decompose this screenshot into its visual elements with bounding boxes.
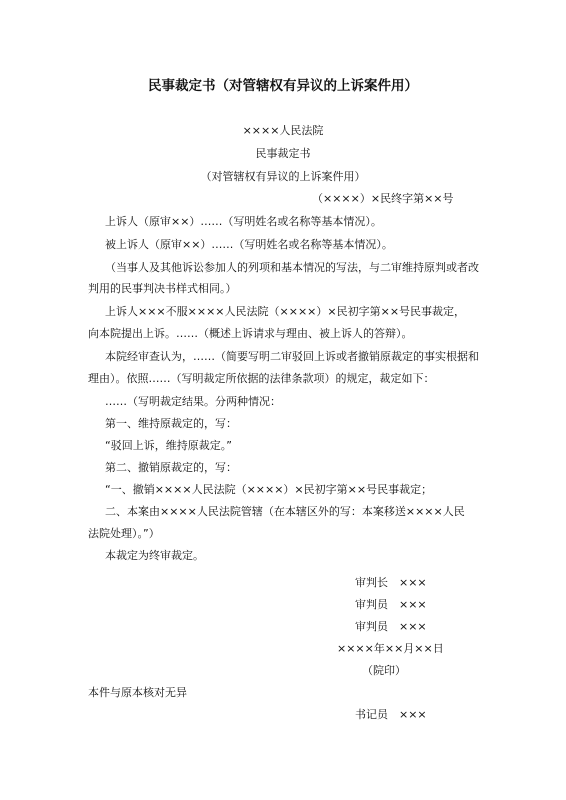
body-line: （当事人及其他诉讼参加人的列项和基本情况的写法，与二审维持原判或者改 bbox=[105, 261, 479, 274]
doc-type: 民事裁定书 bbox=[255, 147, 311, 160]
judgment-date: ××××年××月××日 bbox=[337, 642, 444, 655]
court-name: ××××人民法院 bbox=[242, 124, 324, 137]
presiding-judge: 审判长 ××× bbox=[355, 576, 427, 589]
body-line: 被上诉人（原审××）……（写明姓名或名称等基本情况）。 bbox=[105, 238, 393, 251]
body-line: 本裁定为终审裁定。 bbox=[105, 549, 204, 562]
verification-note: 本件与原本核对无异 bbox=[88, 686, 187, 699]
body-line: 第一、维持原裁定的，写： bbox=[105, 417, 237, 430]
judge-1: 审判员 ××× bbox=[355, 598, 427, 611]
body-line: “一、撤销××××人民法院（××××）×民初字第××号民事裁定； bbox=[105, 483, 433, 496]
body-line: 第二、撤销原裁定的，写： bbox=[105, 461, 237, 474]
body-line: 本院经审查认为，……（简要写明二审驳回上诉或者撤销原裁定的事实根据和 bbox=[105, 350, 479, 363]
clerk: 书记员 ××× bbox=[355, 708, 427, 721]
case-number: （××××）×民终字第××号 bbox=[312, 192, 454, 205]
body-line: ……（写明裁定结果。分两种情况： bbox=[105, 395, 281, 408]
document-title: 民事裁定书（对管辖权有异议的上诉案件用） bbox=[148, 78, 418, 94]
body-line: 二、本案由××××人民法院管辖（在本辖区外的写：本案移送××××人民 bbox=[105, 505, 465, 518]
body-line: 法院处理）。”） bbox=[88, 527, 160, 540]
body-line: 上诉人×××不服××××人民法院（××××）×民初字第××号民事裁定， bbox=[105, 305, 466, 318]
body-line: “驳回上诉，维持原裁定。” bbox=[105, 439, 232, 452]
doc-subtype: （对管辖权有异议的上诉案件用） bbox=[200, 170, 366, 183]
body-line: 理由）。依照……（写明裁定所依据的法律条款项）的规定，裁定如下： bbox=[88, 372, 435, 385]
judge-2: 审判员 ××× bbox=[355, 620, 427, 633]
body-line: 上诉人（原审××）……（写明姓名或名称等基本情况）。 bbox=[105, 215, 382, 228]
court-seal: （院印） bbox=[362, 664, 406, 677]
body-line: 向本院提出上诉。……（概述上诉请求与理由、被上诉人的答辩）。 bbox=[88, 327, 413, 340]
body-line: 判用的民事判决书样式相同。） bbox=[88, 282, 237, 295]
